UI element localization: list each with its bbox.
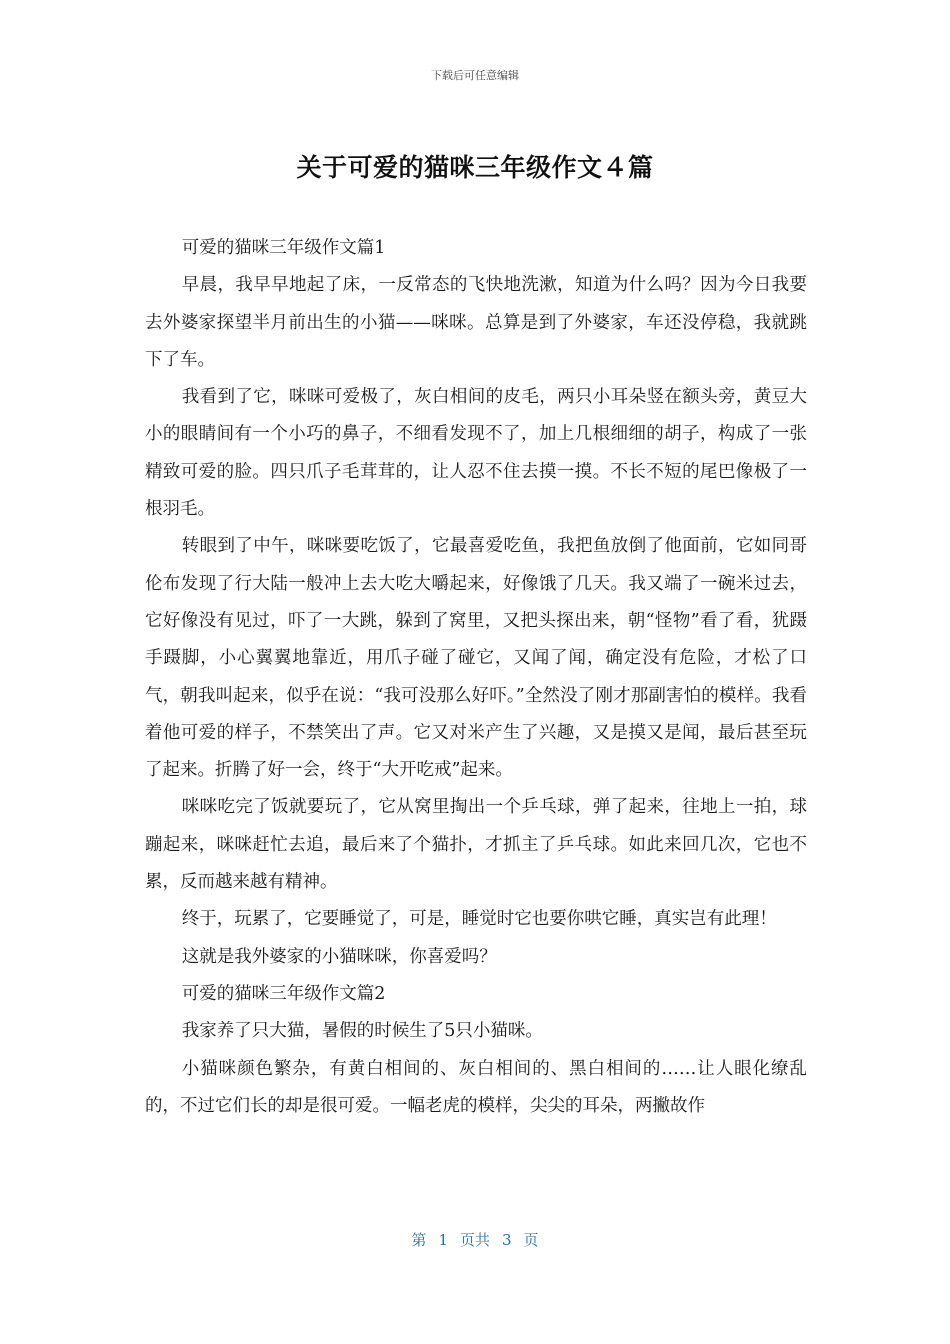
page-label-prefix: 第 bbox=[411, 1231, 427, 1249]
paragraph: 这就是我外婆家的小猫咪咪，你喜爱吗？ bbox=[181, 946, 497, 967]
page-footer bbox=[0, 1229, 950, 1250]
paragraph: 终于，玩累了，它要睡觉了，可是，睡觉时它也要你哄它睡，真实岂有此理！ bbox=[181, 909, 777, 930]
page-label-middle: 页共 bbox=[459, 1231, 490, 1249]
paragraph: 我家养了只大猫，暑假的时候生了5只小猫咪。 bbox=[181, 1021, 543, 1042]
page-total: 3 bbox=[502, 1231, 512, 1249]
section-heading-1: 可爱的猫咪三年级作文篇1 bbox=[181, 238, 386, 258]
document-title: 关于可爱的猫咪三年级作文４篇 bbox=[296, 153, 654, 182]
paragraph: 咪咪吃完了饭就要玩了，它从窝里掏出一个乒乓球，弹了起来，往地上一拍，球蹦起来，咪咪赶忙去追，最后来了个猫扑，才抓主了乒乓球。如此来回几次，它也不累，反而越来越有精神。 bbox=[145, 797, 807, 893]
page-current: 1 bbox=[438, 1231, 448, 1249]
paragraph: 转眼到了中午，咪咪要吃饭了，它最喜爱吃鱼，我把鱼放倒了他面前，它如同哥伦布发现了行大陆一般冲上去大吃大嚼起来，好像饿了几天。我又端了一碗米过去，它好像没有见过，吓了一大跳，躲到了窝里，又把头探出来，朝“怪物”看了看，犹蹑手蹑脚，小心翼翼地靠近，用爪子碰了碰它，又闻了闻，确定没有危险，才松了口气，朝我叫起来，似乎在说：“我可没那么好吓。”全然没了刚才那副害怕的模样。我看着他可爱的样子，不禁笑出了声。它又对米产生了兴趣，又是摸又是闻，最后甚至玩了起来。折腾了好一会，终于“大开吃戒”起来。 bbox=[145, 536, 807, 781]
paragraph: 小猫咪颜色繁杂，有黄白相间的、灰白相间的、黑白相间的……让人眼化缭乱的，不过它们长的却是很可爱。一幅老虎的模样，尖尖的耳朵，两撇故作 bbox=[145, 1058, 807, 1116]
document-body bbox=[145, 230, 807, 1125]
paragraph: 我看到了它，咪咪可爱极了，灰白相间的皮毛，两只小耳朵竖在额头旁，黄豆大小的眼睛间有一个小巧的鼻子，不细看发现不了，加上几根细细的胡子，构成了一张精致可爱的脸。四只爪子毛茸茸的，让人忍不住去摸一摸。不长不短的尾巴像极了一根羽毛。 bbox=[145, 387, 807, 520]
paragraph: 早晨，我早早地起了床，一反常态的飞快地洗漱，知道为什么吗？因为今日我要去外婆家探望半月前出生的小猫——咪咪。总算是到了外婆家，车还没停稳，我就跳下了车。 bbox=[145, 275, 807, 370]
page-label-suffix: 页 bbox=[523, 1231, 539, 1249]
section-heading-2: 可爱的猫咪三年级作文篇2 bbox=[181, 983, 386, 1004]
header-note: 下载后可任意编辑 bbox=[431, 69, 519, 82]
